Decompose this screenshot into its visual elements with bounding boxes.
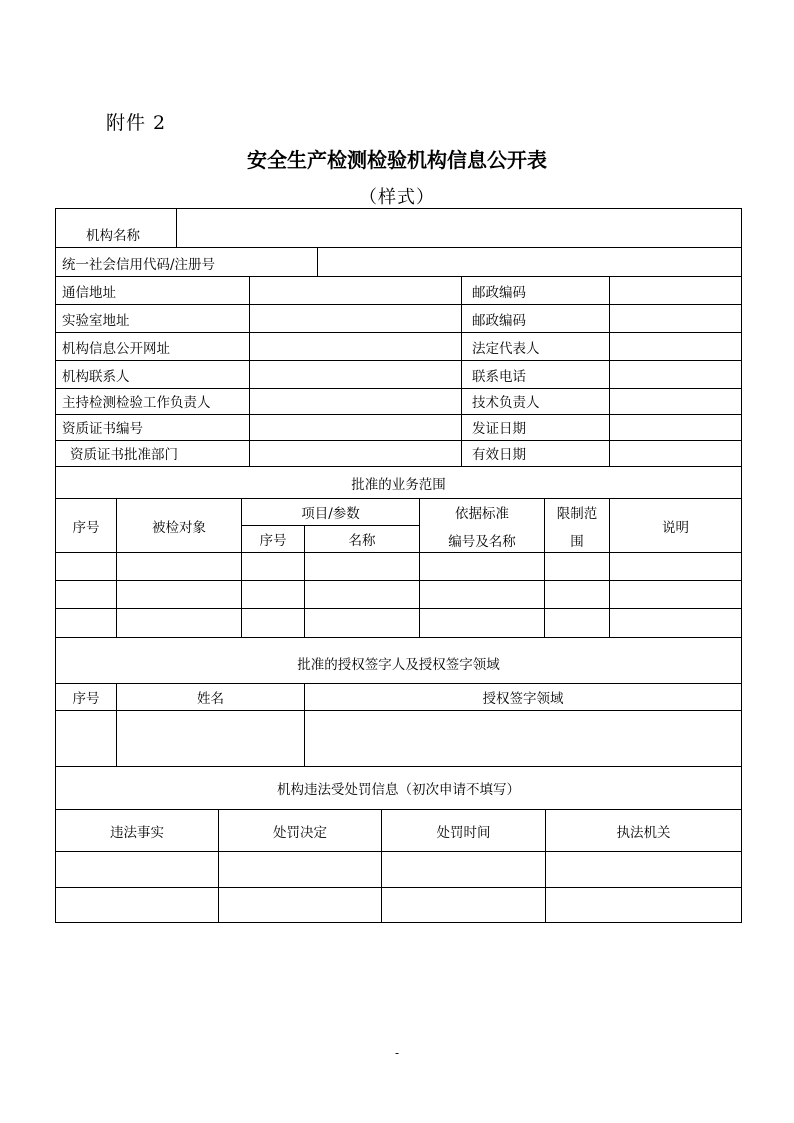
table-cell[interactable] [546, 852, 742, 888]
scope-col-standard-line1: 依据标准 [455, 505, 509, 522]
form-subtitle: （样式） [359, 187, 435, 208]
table-row [56, 852, 742, 888]
basic-info-table [55, 276, 742, 467]
table-cell[interactable] [382, 888, 546, 923]
table-row [56, 415, 742, 441]
scope-col-item-name: 名称 [305, 526, 420, 553]
scope-col-item-param: 项目/参数 [242, 499, 420, 526]
scope-col-seq: 序号 [56, 499, 117, 553]
signatory-col-field: 授权签字领域 [305, 684, 742, 711]
credit-code-table [55, 247, 742, 277]
table-cell[interactable] [242, 581, 305, 609]
penalty-col-authority: 执法机关 [546, 810, 742, 852]
info-value-field-2[interactable] [610, 361, 742, 389]
signatory-title: 批准的授权签字人及授权签字领域 [56, 638, 742, 684]
info-label: 资质证书编号 [56, 415, 250, 441]
table-cell[interactable] [117, 711, 305, 767]
info-label-2: 发证日期 [462, 415, 610, 441]
scope-table [55, 466, 742, 638]
table-row [56, 609, 742, 638]
info-value-field-2[interactable] [610, 441, 742, 467]
table-cell[interactable] [56, 581, 117, 609]
info-value-field-2[interactable] [610, 389, 742, 415]
info-label: 机构联系人 [56, 361, 250, 389]
info-value-field[interactable] [250, 333, 462, 361]
table-cell[interactable] [420, 609, 545, 638]
info-value-field[interactable] [250, 415, 462, 441]
info-label: 通信地址 [56, 277, 250, 305]
attachment-label: 附件 2 [106, 112, 167, 134]
signatory-table [55, 637, 742, 767]
table-cell[interactable] [420, 553, 545, 581]
page-footer-mark: - [395, 1046, 400, 1060]
table-cell[interactable] [545, 553, 610, 581]
table-row [56, 361, 742, 389]
info-value-field[interactable] [250, 441, 462, 467]
info-value-field-2[interactable] [610, 305, 742, 333]
info-value-field-2[interactable] [610, 415, 742, 441]
table-cell[interactable] [610, 553, 742, 581]
table-cell[interactable] [610, 581, 742, 609]
table-cell[interactable] [420, 581, 545, 609]
scope-col-note: 说明 [610, 499, 742, 553]
penalty-title: 机构违法受处罚信息（初次申请不填写） [56, 767, 742, 810]
scope-col-item-seq: 序号 [242, 526, 305, 553]
table-row [56, 333, 742, 361]
scope-col-standard-line2: 编号及名称 [448, 533, 516, 550]
info-value-field[interactable] [250, 305, 462, 333]
table-cell[interactable] [56, 711, 117, 767]
org-name-table [55, 208, 742, 248]
table-cell[interactable] [117, 609, 242, 638]
penalty-col-fact: 违法事实 [56, 810, 219, 852]
table-cell[interactable] [56, 553, 117, 581]
scope-title: 批准的业务范围 [56, 467, 742, 499]
scope-col-object: 被检对象 [117, 499, 242, 553]
info-value-field[interactable] [250, 389, 462, 415]
info-label: 机构信息公开网址 [56, 333, 250, 361]
table-row [56, 389, 742, 415]
info-value-field-2[interactable] [610, 277, 742, 305]
scope-col-limit [545, 499, 610, 553]
table-cell[interactable] [545, 609, 610, 638]
info-label: 资质证书批准部门 [56, 441, 250, 467]
info-label-2: 邮政编码 [462, 277, 610, 305]
table-cell[interactable] [56, 609, 117, 638]
table-cell[interactable] [305, 711, 742, 767]
credit-code-field[interactable] [318, 248, 742, 277]
table-row [56, 441, 742, 467]
penalty-col-time: 处罚时间 [382, 810, 546, 852]
scope-col-limit-line2: 围 [570, 533, 584, 550]
table-row [56, 581, 742, 609]
table-cell[interactable] [545, 581, 610, 609]
table-cell[interactable] [219, 852, 382, 888]
table-cell[interactable] [56, 852, 219, 888]
table-cell[interactable] [610, 609, 742, 638]
signatory-col-seq: 序号 [56, 684, 117, 711]
table-cell[interactable] [117, 581, 242, 609]
table-cell[interactable] [56, 888, 219, 923]
table-cell[interactable] [242, 553, 305, 581]
table-cell[interactable] [117, 553, 242, 581]
credit-code-label: 统一社会信用代码/注册号 [56, 248, 318, 277]
table-row [56, 888, 742, 923]
table-cell[interactable] [382, 852, 546, 888]
table-row [56, 277, 742, 305]
info-value-field-2[interactable] [610, 333, 742, 361]
info-label-2: 联系电话 [462, 361, 610, 389]
org-name-field[interactable] [177, 209, 742, 248]
table-cell[interactable] [305, 581, 420, 609]
table-row [56, 711, 742, 767]
scope-col-standard [420, 499, 545, 553]
form-title: 安全生产检测检验机构信息公开表 [247, 148, 547, 172]
table-cell[interactable] [305, 609, 420, 638]
penalty-col-decision: 处罚决定 [219, 810, 382, 852]
org-name-label: 机构名称 [56, 209, 177, 248]
table-cell[interactable] [546, 888, 742, 923]
table-row [56, 553, 742, 581]
table-row [56, 305, 742, 333]
penalty-table [55, 766, 742, 923]
info-label-2: 邮政编码 [462, 305, 610, 333]
table-cell[interactable] [242, 609, 305, 638]
info-label-2: 法定代表人 [462, 333, 610, 361]
info-value-field[interactable] [250, 361, 462, 389]
info-label: 实验室地址 [56, 305, 250, 333]
info-label-2: 有效日期 [462, 441, 610, 467]
info-label-2: 技术负责人 [462, 389, 610, 415]
info-value-field[interactable] [250, 277, 462, 305]
table-cell[interactable] [219, 888, 382, 923]
table-cell[interactable] [305, 553, 420, 581]
scope-col-limit-line1: 限制范 [556, 505, 598, 522]
info-label: 主持检测检验工作负责人 [56, 389, 250, 415]
signatory-col-name: 姓名 [117, 684, 305, 711]
